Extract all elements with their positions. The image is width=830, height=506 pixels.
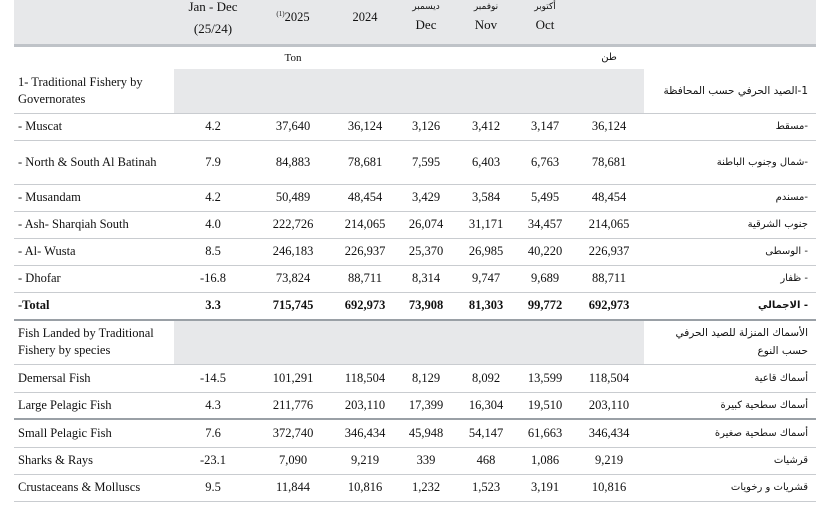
cell-change: 8.5 (174, 238, 252, 265)
cell-y2024: 48,454 (334, 184, 396, 211)
cell-y2025: 11,844 (252, 474, 334, 501)
cell-dec: 8,129 (396, 364, 456, 392)
cell-oct: 5,495 (516, 184, 574, 211)
cell-y2024: 346,434 (334, 419, 396, 447)
table-row (14, 140, 816, 184)
row-label-en: - Dhofar (14, 265, 174, 292)
table-row (14, 364, 816, 392)
cell-dec: 45,948 (396, 419, 456, 447)
cell-oct: 3,147 (516, 113, 574, 140)
cell-oct: 40,220 (516, 238, 574, 265)
cell-oct: 9,689 (516, 265, 574, 292)
section1-title-row (14, 69, 816, 113)
cell-y2025: 246,183 (252, 238, 334, 265)
cell-y2025: 84,883 (252, 140, 334, 184)
table-row (14, 238, 816, 265)
cell-nov: 9,747 (456, 265, 516, 292)
cell-y2025: 7,090 (252, 447, 334, 474)
row-label-ar: أسماك سطحية كبيرة (644, 392, 816, 419)
section1-title-en: 1- Traditional Fishery by Governorates (14, 69, 174, 113)
section1-title-ar: 1-الصيد الحرفي حسب المحافظة (644, 69, 816, 113)
cell-nov: 3,412 (456, 113, 516, 140)
cell-nov: 468 (456, 447, 516, 474)
row-label-ar: - ظفار (644, 265, 816, 292)
cell-change: 7.9 (174, 140, 252, 184)
cell-y2024: 203,110 (334, 392, 396, 419)
cell-y2024: 118,504 (334, 364, 396, 392)
table-row (14, 419, 816, 447)
unit-row (14, 45, 816, 69)
row-label-en: Small Pelagic Fish (14, 419, 174, 447)
cell-nov: 31,171 (456, 211, 516, 238)
cell-y2024: 78,681 (334, 140, 396, 184)
header-change: Jan - Dec (25/24) (174, 0, 252, 45)
cell-oct: 3,191 (516, 474, 574, 501)
table-row (14, 113, 816, 140)
total-change: 3.3 (174, 292, 252, 320)
cell-oct: 1,086 (516, 447, 574, 474)
cell-y2024: 88,711 (334, 265, 396, 292)
table-row (14, 184, 816, 211)
cell-y2024: 214,065 (334, 211, 396, 238)
header-dec: ديسمبر Dec (396, 0, 456, 45)
total-dec: 73,908 (396, 292, 456, 320)
row-label-ar: أسماك سطحية صغيرة (644, 419, 816, 447)
row-label-ar: -مسقط (644, 113, 816, 140)
header-oct: أكتوبر Oct (516, 0, 574, 45)
row-label-en: Sharks & Rays (14, 447, 174, 474)
row-label-ar: -مسندم (644, 184, 816, 211)
total-oct: 99,772 (516, 292, 574, 320)
total-row (14, 292, 816, 320)
cell-dec: 25,370 (396, 238, 456, 265)
cell-ref2024: 36,124 (574, 113, 644, 140)
row-label-ar: أسماك قاعية (644, 364, 816, 392)
cell-y2024: 36,124 (334, 113, 396, 140)
cell-nov: 1,523 (456, 474, 516, 501)
cell-ref2024: 214,065 (574, 211, 644, 238)
cell-nov: 3,584 (456, 184, 516, 211)
table-row (14, 211, 816, 238)
row-label-en: - Al- Wusta (14, 238, 174, 265)
row-label-en: - North & South Al Batinah (14, 140, 174, 184)
unit-ton: Ton (284, 51, 302, 64)
cell-dec: 8,314 (396, 265, 456, 292)
cell-y2025: 73,824 (252, 265, 334, 292)
section2-rows (14, 364, 816, 501)
total-en: -Total (14, 292, 174, 320)
cell-y2025: 37,640 (252, 113, 334, 140)
row-label-ar: - الوسطى (644, 238, 816, 265)
cell-y2024: 9,219 (334, 447, 396, 474)
header-2024: 2024 (334, 0, 396, 45)
cell-y2025: 101,291 (252, 364, 334, 392)
cell-ref2024: 203,110 (574, 392, 644, 419)
cell-y2025: 50,489 (252, 184, 334, 211)
row-label-ar: جنوب الشرقية (644, 211, 816, 238)
cell-oct: 19,510 (516, 392, 574, 419)
total-nov: 81,303 (456, 292, 516, 320)
cell-change: 4.2 (174, 184, 252, 211)
row-label-en: - Muscat (14, 113, 174, 140)
section2-title-en: Fish Landed by Traditional Fishery by species (14, 320, 174, 364)
unit-ar: طن (601, 52, 617, 64)
cell-ref2024: 9,219 (574, 447, 644, 474)
cell-oct: 34,457 (516, 211, 574, 238)
header-nov: نوفمبر Nov (456, 0, 516, 45)
table-row (14, 392, 816, 419)
cell-change: 4.0 (174, 211, 252, 238)
cell-change: -16.8 (174, 265, 252, 292)
cell-change: 4.2 (174, 113, 252, 140)
cell-ref2024: 48,454 (574, 184, 644, 211)
cell-change: 9.5 (174, 474, 252, 501)
table-row (14, 474, 816, 501)
cell-ref2024: 88,711 (574, 265, 644, 292)
section2-title-row (14, 320, 816, 364)
section1-rows (14, 113, 816, 320)
header-blank-ref (574, 0, 644, 45)
cell-oct: 13,599 (516, 364, 574, 392)
cell-nov: 6,403 (456, 140, 516, 184)
row-label-ar: قشريات و رخويات (644, 474, 816, 501)
cell-nov: 26,985 (456, 238, 516, 265)
cell-dec: 3,429 (396, 184, 456, 211)
cell-nov: 16,304 (456, 392, 516, 419)
header-blank-right (644, 0, 816, 45)
section2-title-ar: الأسماك المنزلة للصيد الحرفي حسب النوع (644, 320, 816, 364)
cell-nov: 8,092 (456, 364, 516, 392)
cell-dec: 7,595 (396, 140, 456, 184)
cell-y2024: 10,816 (334, 474, 396, 501)
total-ref2024: 692,973 (574, 292, 644, 320)
cell-y2024: 226,937 (334, 238, 396, 265)
cell-change: -23.1 (174, 447, 252, 474)
row-label-ar: قرشيات (644, 447, 816, 474)
row-label-ar: -شمال وجنوب الباطنة (644, 140, 816, 184)
row-label-en: Demersal Fish (14, 364, 174, 392)
cell-dec: 1,232 (396, 474, 456, 501)
cell-ref2024: 78,681 (574, 140, 644, 184)
header-row (14, 0, 816, 45)
cell-oct: 6,763 (516, 140, 574, 184)
header-blank-left (14, 0, 174, 45)
cell-ref2024: 346,434 (574, 419, 644, 447)
cell-ref2024: 118,504 (574, 364, 644, 392)
cell-ref2024: 10,816 (574, 474, 644, 501)
total-y2024: 692,973 (334, 292, 396, 320)
cell-nov: 54,147 (456, 419, 516, 447)
cell-ref2024: 226,937 (574, 238, 644, 265)
cell-dec: 26,074 (396, 211, 456, 238)
cell-y2025: 222,726 (252, 211, 334, 238)
header-2025: $^{(1)}$2025 (252, 0, 334, 45)
table-row (14, 447, 816, 474)
cell-y2025: 211,776 (252, 392, 334, 419)
row-label-en: Crustaceans & Molluscs (14, 474, 174, 501)
row-label-en: - Musandam (14, 184, 174, 211)
row-label-en: - Ash- Sharqiah South (14, 211, 174, 238)
total-y2025: 715,745 (252, 292, 334, 320)
row-label-en: Large Pelagic Fish (14, 392, 174, 419)
cell-change: 4.3 (174, 392, 252, 419)
cell-oct: 61,663 (516, 419, 574, 447)
cell-dec: 3,126 (396, 113, 456, 140)
cell-change: -14.5 (174, 364, 252, 392)
table-row (14, 265, 816, 292)
cell-dec: 17,399 (396, 392, 456, 419)
cell-change: 7.6 (174, 419, 252, 447)
cell-dec: 339 (396, 447, 456, 474)
total-ar: - الاجمالي (644, 292, 816, 320)
cell-y2025: 372,740 (252, 419, 334, 447)
fishery-table (14, 0, 816, 502)
